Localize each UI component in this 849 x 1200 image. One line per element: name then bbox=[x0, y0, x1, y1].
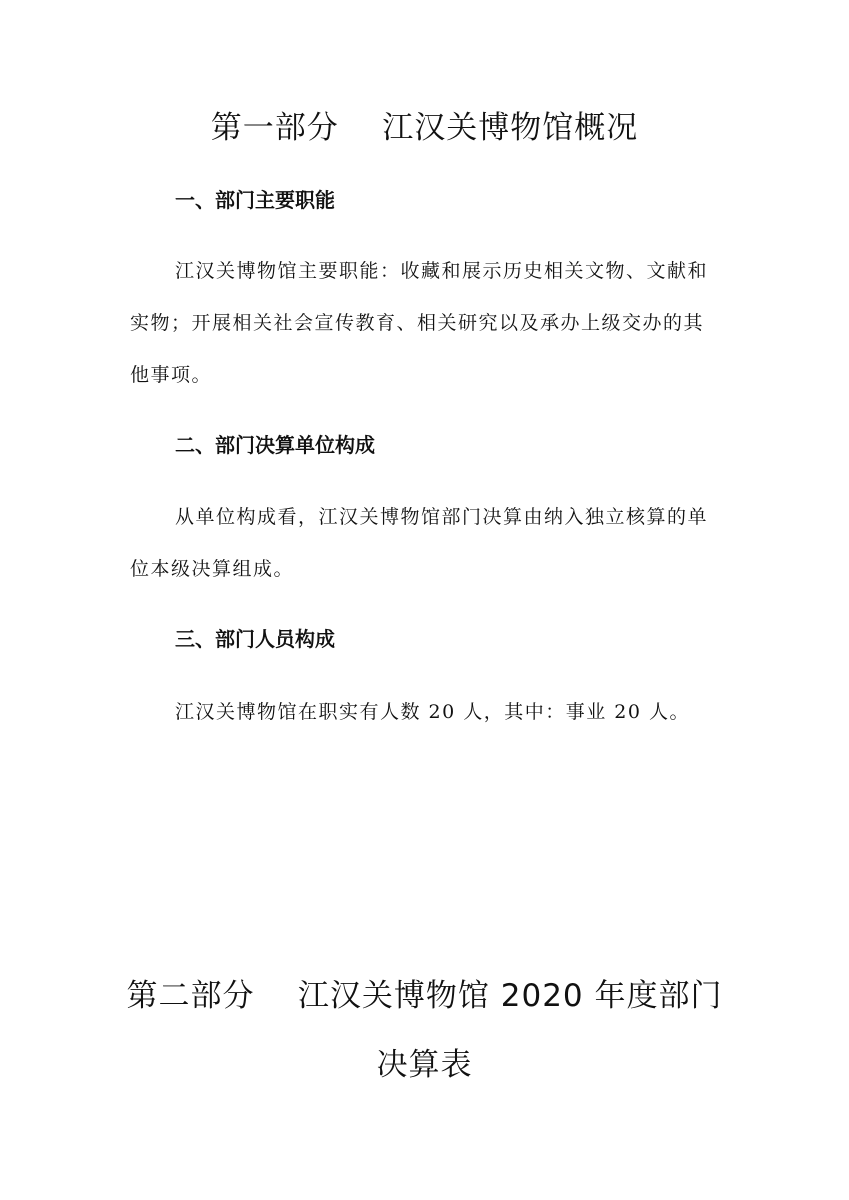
section-text-staff: 江汉关博物馆在职实有人数 20 人，其中：事业 20 人。 bbox=[175, 701, 691, 723]
part2-title-line2: 决算表 bbox=[376, 1047, 473, 1083]
section-text-functions: 江汉关博物馆主要职能：收藏和展示历史相关文物、文献和实物；开展相关社会宣传教育、相关研究以及承办上级交办的其他事项。 bbox=[130, 260, 709, 386]
part1-title: 第一部分 江汉关博物馆概况 bbox=[210, 110, 639, 146]
part2-title-line1: 第二部分 江汉关博物馆 2020 年度部门 bbox=[126, 978, 723, 1014]
section-text-units: 从单位构成看，江汉关博物馆部门决算由纳入独立核算的单位本级决算组成。 bbox=[130, 506, 709, 580]
section-heading-staff: 三、部门人员构成 bbox=[175, 627, 335, 651]
section-heading-units: 二、部门决算单位构成 bbox=[175, 433, 375, 457]
section-heading-functions: 一、部门主要职能 bbox=[175, 188, 335, 212]
